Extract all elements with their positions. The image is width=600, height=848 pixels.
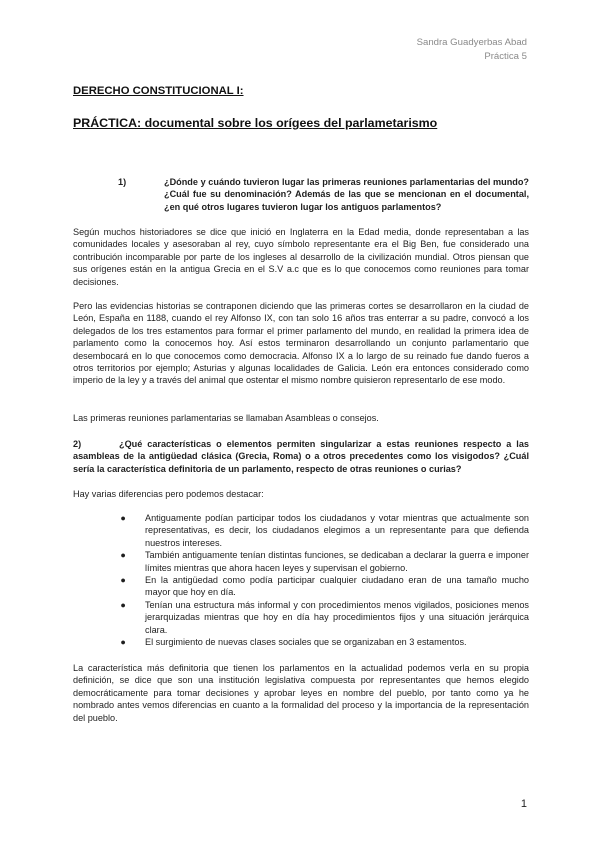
list-item: ● También antiguamente tenían distintas funciones, se dedicaban a declarar la guerra e imponer límites mientras que ahora hacen leyes y supervisan el gobierno.: [118, 549, 529, 574]
bullet-icon: ●: [120, 637, 126, 648]
bullet-icon: ●: [120, 575, 126, 586]
list-item: ● En la antigüedad como podía participar cualquier ciudadano eran de una tamaño mucho mayor que hoy en día.: [118, 574, 529, 599]
list-item: ● El surgimiento de nuevas clases sociales que se organizaban en 3 estamentos.: [118, 636, 529, 648]
document-title: DERECHO CONSTITUCIONAL I:: [73, 85, 244, 97]
document-subtitle: PRÁCTICA: documental sobre los orígees del parlametarismo: [73, 116, 438, 130]
bullet-icon: ●: [120, 513, 126, 523]
question-1-number: 1): [118, 177, 127, 187]
question-1-text: ¿Dónde y cuándo tuvieron lugar las primeras reuniones parlamentarias del mundo? ¿Cuál fue su denominación? Además de las que se mencionan en el documental, ¿en qué otros lugares tuvieron lugar los antiguos parlamentos?: [164, 177, 529, 212]
list-item: ● Antiguamente podían participar todos los ciudadanos y votar mientras que actualmente son representativas, es decir, los ciudadanos elegimos a un representante para que defienda nuestros intereses.: [118, 512, 529, 549]
answer-1-paragraph-3: Las primeras reuniones parlamentarias se llamaban Asambleas o consejos.: [73, 413, 379, 423]
answer-1-paragraph-2: Pero las evidencias historias se contraponen diciendo que las primeras cortes se desarrollaron en la ciudad de León, España en 1188, cuando el rey Alfonso IX, con tan solo 16 años tras enterrar a su padre, convocó a los delegados de los tres estamentos para formar el primer parlamento del mundo, en realidad la primera idea de parlamento como la conocemos hoy. Así estos terminaron desarrollando un conjunto parlamentario que desembocará en lo que conocemos como democracia. Alfonso IX a lo largo de su reinado fue dando fueros a otros territorios por ejemplo; Asturias y algunas localidades de Galicia. León era entonces considerado como imperio de la ley y a través del animal que ostentar el mismo nombre quisieron representarlo de ese modo.: [73, 301, 529, 386]
question-2-number: 2): [73, 439, 82, 449]
bullet-icon: ●: [120, 599, 126, 610]
author-name: Sandra Guadyerbas Abad: [416, 37, 527, 48]
answer-1-paragraph-1: Según muchos historiadores se dice que inició en Inglaterra en la Edad media, donde representaban a las comunidades locales y asesoraban al rey, cuyo símbolo representante era el Big Ben, fue considerado una contribución incomparable por parte de los ingleses al desarrollo de la civilización mundial. Otros piensan que sus orígenes están en la antigua Grecia en el S.V a.c que es lo que conocemos como reuniones para tomar decisiones.: [73, 227, 529, 287]
list-item: ● Tenían una estructura más informal y con procedimientos menos vigilados, posiciones menos jerarquizadas mientras que hoy en día hay procedimientos fijos y una situación jerárquica clara.: [118, 599, 529, 636]
question-1: [73, 176, 529, 213]
answer-2-conclusion: La característica más definitoria que tienen los parlamentos en la actualidad podemos verla en su propia definición, se dice que son una institución legislativa compuesta por representantes que hemos elegido democráticamente para tomar decisiones y aprobar leyes en nombre del pueblo, por tanto como ya he nombrado antes vemos diferencias en cuanto a la formalidad del proceso y la importancia de la representación del pueblo.: [73, 663, 529, 723]
question-2: [73, 438, 529, 475]
answer-2-intro: Hay varias diferencias pero podemos destacar:: [73, 489, 264, 499]
bullet-icon: ●: [120, 550, 126, 561]
question-2-text: ¿Qué características o elementos permiten singularizar a estas reuniones respecto a las asambleas de la antigüedad clásica (Grecia, Roma) o a otros precedentes como los visigodos? ¿Cuál sería la característica definitoria de un parlamento, respecto de otras reuniones o curias?: [73, 439, 529, 474]
practice-label: Práctica 5: [484, 51, 527, 62]
page-header: [417, 36, 527, 64]
page-number: 1: [520, 798, 527, 810]
differences-list: [118, 512, 529, 648]
